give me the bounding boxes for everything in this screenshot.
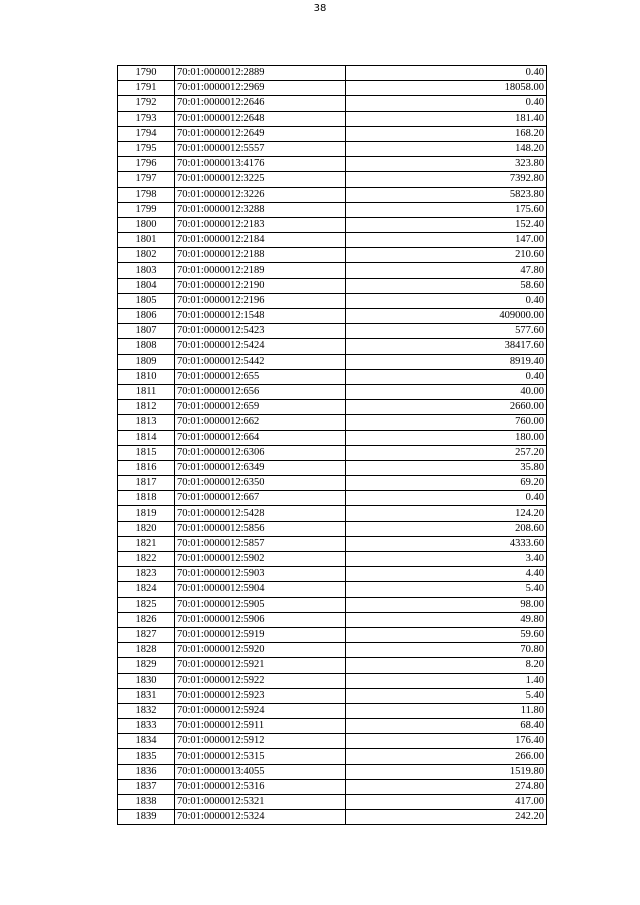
cadastral-number: 70:01:0000012:6349 bbox=[175, 460, 346, 475]
row-number: 1819 bbox=[118, 506, 175, 521]
table-row bbox=[118, 688, 547, 703]
cadastral-number: 70:01:0000012:2648 bbox=[175, 111, 346, 126]
cadastral-number: 70:01:0000012:664 bbox=[175, 430, 346, 445]
row-number: 1809 bbox=[118, 354, 175, 369]
cadastral-number: 70:01:0000012:5921 bbox=[175, 658, 346, 673]
area-value: 417.00 bbox=[346, 795, 547, 810]
cadastral-number: 70:01:0000012:2183 bbox=[175, 217, 346, 232]
row-number: 1830 bbox=[118, 673, 175, 688]
row-number: 1796 bbox=[118, 157, 175, 172]
cadastral-number: 70:01:0000012:2184 bbox=[175, 233, 346, 248]
area-value: 257.20 bbox=[346, 445, 547, 460]
area-value: 38417.60 bbox=[346, 339, 547, 354]
cadastral-number: 70:01:0000012:3225 bbox=[175, 172, 346, 187]
area-value: 168.20 bbox=[346, 126, 547, 141]
row-number: 1836 bbox=[118, 764, 175, 779]
area-value: 242.20 bbox=[346, 810, 547, 825]
area-value: 760.00 bbox=[346, 415, 547, 430]
area-value: 176.40 bbox=[346, 734, 547, 749]
table-row bbox=[118, 384, 547, 399]
table-row bbox=[118, 703, 547, 718]
area-value: 409000.00 bbox=[346, 309, 547, 324]
area-value: 8.20 bbox=[346, 658, 547, 673]
table-row bbox=[118, 673, 547, 688]
table-row bbox=[118, 96, 547, 111]
row-number: 1810 bbox=[118, 369, 175, 384]
cadastral-number: 70:01:0000012:5316 bbox=[175, 779, 346, 794]
cadastral-number: 70:01:0000012:5905 bbox=[175, 597, 346, 612]
cadastral-number: 70:01:0000012:5902 bbox=[175, 552, 346, 567]
area-value: 98.00 bbox=[346, 597, 547, 612]
cadastral-number: 70:01:0000012:662 bbox=[175, 415, 346, 430]
cadastral-number: 70:01:0000012:655 bbox=[175, 369, 346, 384]
area-value: 1.40 bbox=[346, 673, 547, 688]
row-number: 1811 bbox=[118, 384, 175, 399]
cadastral-number: 70:01:0000012:5920 bbox=[175, 643, 346, 658]
area-value: 4333.60 bbox=[346, 536, 547, 551]
area-value: 0.40 bbox=[346, 96, 547, 111]
area-value: 1519.80 bbox=[346, 764, 547, 779]
table-row bbox=[118, 278, 547, 293]
row-number: 1791 bbox=[118, 81, 175, 96]
table-row bbox=[118, 339, 547, 354]
table-row bbox=[118, 719, 547, 734]
cadastral-number: 70:01:0000012:5424 bbox=[175, 339, 346, 354]
table-row bbox=[118, 749, 547, 764]
table-row bbox=[118, 643, 547, 658]
table-row bbox=[118, 476, 547, 491]
table-row bbox=[118, 779, 547, 794]
row-number: 1837 bbox=[118, 779, 175, 794]
cadastral-number: 70:01:0000012:2196 bbox=[175, 293, 346, 308]
row-number: 1829 bbox=[118, 658, 175, 673]
table-row bbox=[118, 734, 547, 749]
area-value: 124.20 bbox=[346, 506, 547, 521]
table-row bbox=[118, 430, 547, 445]
row-number: 1798 bbox=[118, 187, 175, 202]
cadastral-number: 70:01:0000012:5919 bbox=[175, 627, 346, 642]
table-row bbox=[118, 263, 547, 278]
cadastral-number: 70:01:0000012:5912 bbox=[175, 734, 346, 749]
row-number: 1835 bbox=[118, 749, 175, 764]
table-row bbox=[118, 658, 547, 673]
row-number: 1804 bbox=[118, 278, 175, 293]
table-row bbox=[118, 141, 547, 156]
cadastral-number: 70:01:0000012:6306 bbox=[175, 445, 346, 460]
row-number: 1807 bbox=[118, 324, 175, 339]
cadastral-number: 70:01:0000012:5428 bbox=[175, 506, 346, 521]
row-number: 1826 bbox=[118, 612, 175, 627]
area-value: 4.40 bbox=[346, 567, 547, 582]
table-row bbox=[118, 567, 547, 582]
cadastral-number: 70:01:0000012:5904 bbox=[175, 582, 346, 597]
row-number: 1821 bbox=[118, 536, 175, 551]
cadastral-number: 70:01:0000012:5442 bbox=[175, 354, 346, 369]
row-number: 1797 bbox=[118, 172, 175, 187]
cadastral-number: 70:01:0000012:3288 bbox=[175, 202, 346, 217]
row-number: 1814 bbox=[118, 430, 175, 445]
cadastral-number: 70:01:0000012:5315 bbox=[175, 749, 346, 764]
cadastral-number: 70:01:0000012:2649 bbox=[175, 126, 346, 141]
area-value: 147.00 bbox=[346, 233, 547, 248]
table-row bbox=[118, 202, 547, 217]
row-number: 1806 bbox=[118, 309, 175, 324]
table-row bbox=[118, 810, 547, 825]
cadastral-number: 70:01:0000012:5856 bbox=[175, 521, 346, 536]
area-value: 208.60 bbox=[346, 521, 547, 536]
table-row bbox=[118, 415, 547, 430]
row-number: 1803 bbox=[118, 263, 175, 278]
cadastral-number: 70:01:0000012:5903 bbox=[175, 567, 346, 582]
row-number: 1833 bbox=[118, 719, 175, 734]
page-number: 38 bbox=[313, 3, 327, 14]
table-row bbox=[118, 309, 547, 324]
table-row bbox=[118, 627, 547, 642]
area-value: 5.40 bbox=[346, 582, 547, 597]
row-number: 1822 bbox=[118, 552, 175, 567]
area-value: 70.80 bbox=[346, 643, 547, 658]
table-row bbox=[118, 233, 547, 248]
area-value: 69.20 bbox=[346, 476, 547, 491]
cadastral-number: 70:01:0000012:2189 bbox=[175, 263, 346, 278]
table-row bbox=[118, 66, 547, 81]
area-value: 7392.80 bbox=[346, 172, 547, 187]
row-number: 1816 bbox=[118, 460, 175, 475]
row-number: 1838 bbox=[118, 795, 175, 810]
table-row bbox=[118, 552, 547, 567]
cadastral-number: 70:01:0000013:4055 bbox=[175, 764, 346, 779]
table-row bbox=[118, 491, 547, 506]
row-number: 1827 bbox=[118, 627, 175, 642]
table-row bbox=[118, 217, 547, 232]
cadastral-number: 70:01:0000012:2190 bbox=[175, 278, 346, 293]
area-value: 49.80 bbox=[346, 612, 547, 627]
area-value: 3.40 bbox=[346, 552, 547, 567]
area-value: 35.80 bbox=[346, 460, 547, 475]
area-value: 0.40 bbox=[346, 369, 547, 384]
cadastral-number: 70:01:0000012:5324 bbox=[175, 810, 346, 825]
row-number: 1802 bbox=[118, 248, 175, 263]
row-number: 1824 bbox=[118, 582, 175, 597]
row-number: 1795 bbox=[118, 141, 175, 156]
row-number: 1794 bbox=[118, 126, 175, 141]
area-value: 180.00 bbox=[346, 430, 547, 445]
row-number: 1818 bbox=[118, 491, 175, 506]
area-value: 175.60 bbox=[346, 202, 547, 217]
table-row bbox=[118, 400, 547, 415]
table-row bbox=[118, 460, 547, 475]
cadastral-number: 70:01:0000012:6350 bbox=[175, 476, 346, 491]
cadastral-number: 70:01:0000012:5321 bbox=[175, 795, 346, 810]
table-row bbox=[118, 81, 547, 96]
area-value: 47.80 bbox=[346, 263, 547, 278]
table-row bbox=[118, 582, 547, 597]
area-value: 2660.00 bbox=[346, 400, 547, 415]
area-value: 5823.80 bbox=[346, 187, 547, 202]
cadastral-number: 70:01:0000012:5924 bbox=[175, 703, 346, 718]
table-row bbox=[118, 612, 547, 627]
table-row bbox=[118, 126, 547, 141]
area-value: 11.80 bbox=[346, 703, 547, 718]
table-row bbox=[118, 445, 547, 460]
row-number: 1812 bbox=[118, 400, 175, 415]
table-row bbox=[118, 536, 547, 551]
cadastral-number: 70:01:0000012:5906 bbox=[175, 612, 346, 627]
row-number: 1828 bbox=[118, 643, 175, 658]
area-value: 266.00 bbox=[346, 749, 547, 764]
table-row bbox=[118, 111, 547, 126]
cadastral-number: 70:01:0000012:1548 bbox=[175, 309, 346, 324]
row-number: 1790 bbox=[118, 66, 175, 81]
cadastral-number: 70:01:0000012:667 bbox=[175, 491, 346, 506]
cadastral-number: 70:01:0000012:2889 bbox=[175, 66, 346, 81]
table-row bbox=[118, 324, 547, 339]
area-value: 323.80 bbox=[346, 157, 547, 172]
row-number: 1825 bbox=[118, 597, 175, 612]
row-number: 1793 bbox=[118, 111, 175, 126]
row-number: 1800 bbox=[118, 217, 175, 232]
area-value: 0.40 bbox=[346, 491, 547, 506]
cadastral-number: 70:01:0000012:5911 bbox=[175, 719, 346, 734]
cadastral-number: 70:01:0000012:5922 bbox=[175, 673, 346, 688]
table-row bbox=[118, 597, 547, 612]
cadastral-number: 70:01:0000012:659 bbox=[175, 400, 346, 415]
area-value: 5.40 bbox=[346, 688, 547, 703]
table-row bbox=[118, 764, 547, 779]
cadastral-number: 70:01:0000012:2188 bbox=[175, 248, 346, 263]
area-value: 58.60 bbox=[346, 278, 547, 293]
cadastral-number: 70:01:0000012:3226 bbox=[175, 187, 346, 202]
table-row bbox=[118, 293, 547, 308]
cadastral-number: 70:01:0000012:5423 bbox=[175, 324, 346, 339]
table-body bbox=[118, 66, 547, 825]
area-value: 18058.00 bbox=[346, 81, 547, 96]
cadastral-number: 70:01:0000013:4176 bbox=[175, 157, 346, 172]
table-row bbox=[118, 248, 547, 263]
row-number: 1820 bbox=[118, 521, 175, 536]
row-number: 1817 bbox=[118, 476, 175, 491]
row-number: 1834 bbox=[118, 734, 175, 749]
cadastral-number: 70:01:0000012:5923 bbox=[175, 688, 346, 703]
area-value: 0.40 bbox=[346, 66, 547, 81]
cadastral-number: 70:01:0000012:2646 bbox=[175, 96, 346, 111]
table-row bbox=[118, 369, 547, 384]
table-row bbox=[118, 157, 547, 172]
row-number: 1815 bbox=[118, 445, 175, 460]
table-row bbox=[118, 521, 547, 536]
row-number: 1792 bbox=[118, 96, 175, 111]
table-row bbox=[118, 172, 547, 187]
cadastral-table bbox=[117, 65, 547, 825]
row-number: 1801 bbox=[118, 233, 175, 248]
area-value: 274.80 bbox=[346, 779, 547, 794]
row-number: 1808 bbox=[118, 339, 175, 354]
area-value: 0.40 bbox=[346, 293, 547, 308]
row-number: 1839 bbox=[118, 810, 175, 825]
row-number: 1805 bbox=[118, 293, 175, 308]
cadastral-number: 70:01:0000012:5557 bbox=[175, 141, 346, 156]
table-row bbox=[118, 506, 547, 521]
area-value: 8919.40 bbox=[346, 354, 547, 369]
table-row bbox=[118, 354, 547, 369]
row-number: 1831 bbox=[118, 688, 175, 703]
table-row bbox=[118, 187, 547, 202]
row-number: 1799 bbox=[118, 202, 175, 217]
area-value: 577.60 bbox=[346, 324, 547, 339]
area-value: 152.40 bbox=[346, 217, 547, 232]
table-row bbox=[118, 795, 547, 810]
area-value: 148.20 bbox=[346, 141, 547, 156]
row-number: 1832 bbox=[118, 703, 175, 718]
cadastral-number: 70:01:0000012:2969 bbox=[175, 81, 346, 96]
row-number: 1813 bbox=[118, 415, 175, 430]
cadastral-number: 70:01:0000012:656 bbox=[175, 384, 346, 399]
area-value: 68.40 bbox=[346, 719, 547, 734]
row-number: 1823 bbox=[118, 567, 175, 582]
area-value: 40.00 bbox=[346, 384, 547, 399]
cadastral-number: 70:01:0000012:5857 bbox=[175, 536, 346, 551]
area-value: 210.60 bbox=[346, 248, 547, 263]
area-value: 59.60 bbox=[346, 627, 547, 642]
area-value: 181.40 bbox=[346, 111, 547, 126]
